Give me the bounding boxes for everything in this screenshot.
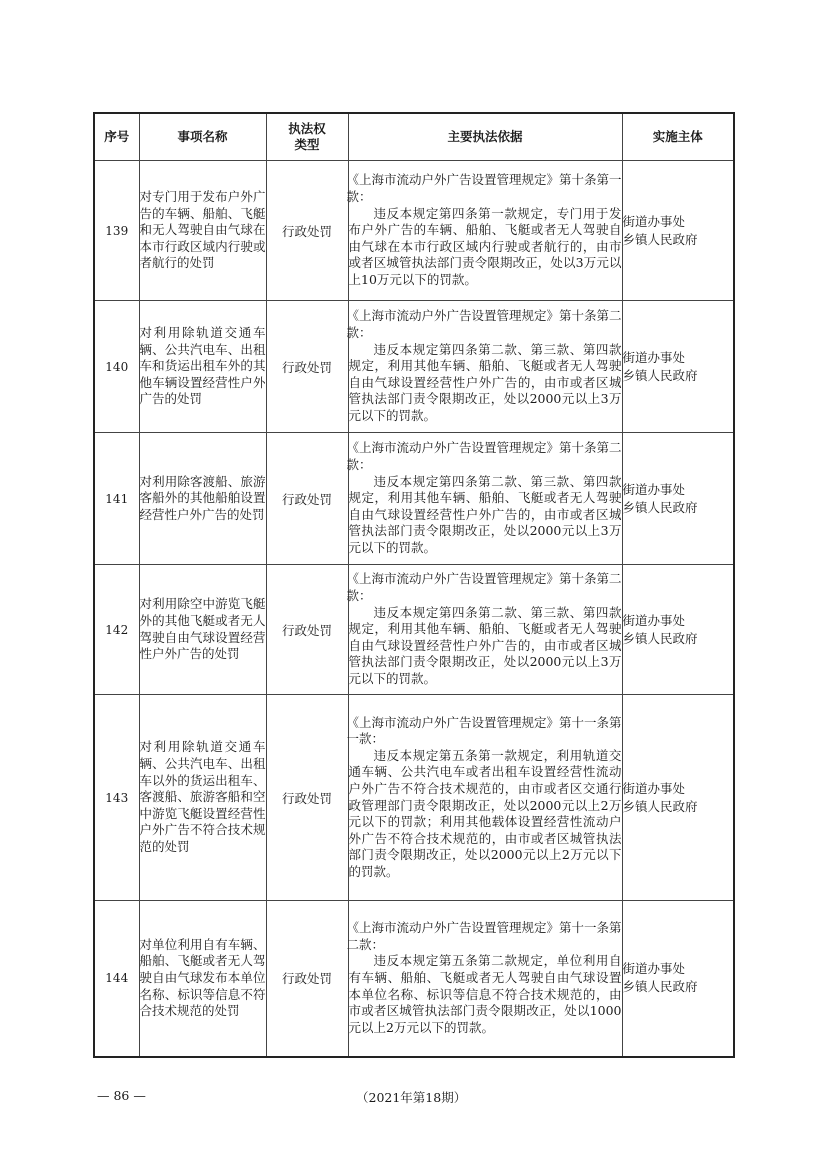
row-legal-basis [348,565,622,695]
subject-line1: 街道办事处 [622,213,686,229]
row-enforcement-type: 行政处罚 [266,161,348,301]
header-basis: 主要执法依据 [348,113,622,161]
row-subject [622,161,734,301]
legal-basis-text: 违反本规定第五条第一款规定，利用轨道交通车辆、公共汽电车或者出租车设置经营性流动户外广告不符合技术规范的，由市或者区交通行政管理部门责令限期改正，处以2000元以上2万元以下的罚款；利用其他载体设置经营性流动户外广告不符合技术规范的，由市或者区城管执法部门责令限期改正，处以2000元以上2万元以下的罚款。 [348,747,622,879]
subject-line1: 街道办事处 [622,612,686,628]
row-item-name: 对利用除轨道交通车辆、公共汽电车、出租车以外的货运出租车、客渡船、旅游客船和空中游览飞艇设置经营性户外广告不符合技术规范的处罚 [139,695,266,901]
row-seq: 143 [94,695,139,901]
row-legal-basis [348,433,622,565]
legal-basis-citation: 《上海市流动户外广告设置管理规定》第十条第二款： [346,440,622,473]
row-enforcement-type: 行政处罚 [266,301,348,433]
row-enforcement-type: 行政处罚 [266,433,348,565]
row-seq: 142 [94,565,139,695]
row-subject [622,301,734,433]
row-item-name: 对利用除客渡船、旅游客船外的其他船舶设置经营性户外广告的处罚 [139,433,266,565]
row-legal-basis [348,695,622,901]
legal-basis-text: 违反本规定第四条第二款、第三款、第四款规定，利用其他车辆、船舶、飞艇或者无人驾驶自由气球设置经营性户外广告的，由市或者区城管执法部门责令限期改正，处以2000元以上3万元以下的罚款。 [348,604,622,686]
header-type [266,113,348,161]
legal-basis-citation: 《上海市流动户外广告设置管理规定》第十条第一款： [346,172,622,205]
row-subject [622,695,734,901]
row-legal-basis [348,301,622,433]
row-item-name: 对利用除空中游览飞艇外的其他飞艇或者无人驾驶自由气球设置经营性户外广告的处罚 [139,565,266,695]
row-subject [622,901,734,1057]
table-row [94,301,734,433]
header-seq: 序号 [94,113,139,161]
legal-basis-citation: 《上海市流动户外广告设置管理规定》第十一条第一款： [346,714,622,747]
subject-line2: 乡镇人民政府 [622,367,698,383]
legal-basis-citation: 《上海市流动户外广告设置管理规定》第十条第二款： [346,308,622,341]
row-enforcement-type: 行政处罚 [266,901,348,1057]
legal-basis-citation: 《上海市流动户外广告设置管理规定》第十条第二款： [346,571,622,604]
row-item-name: 对单位利用自有车辆、船舶、飞艇或者无人驾驶自由气球发布本单位名称、标识等信息不符合技术规范的处罚 [139,901,266,1057]
table-row [94,901,734,1057]
header-subject: 实施主体 [622,113,734,161]
page-number: — 86 — [97,1088,146,1103]
legal-basis-text: 违反本规定第四条第二款、第三款、第四款规定，利用其他车辆、船舶、飞艇或者无人驾驶自由气球设置经营性户外广告的，由市或者区城管执法部门责令限期改正，处以2000元以上3万元以下的罚款。 [348,341,622,423]
table-row [94,695,734,901]
row-enforcement-type: 行政处罚 [266,695,348,901]
header-type-line2: 类型 [294,137,320,152]
table-row [94,161,734,301]
header-type-line1: 执法权 [288,121,326,136]
table-header-row [94,113,734,161]
legal-basis-citation: 《上海市流动户外广告设置管理规定》第十一条第二款： [346,920,622,952]
subject-line2: 乡镇人民政府 [622,231,698,247]
legal-basis-text: 违反本规定第四条第二款、第三款、第四款规定，利用其他车辆、船舶、飞艇或者无人驾驶自由气球设置经营性户外广告的，由市或者区城管执法部门责令限期改正，处以2000元以上3万元以下的罚款。 [348,473,622,555]
row-item-name: 对利用除轨道交通车辆、公共汽电车、出租车和货运出租车外的其他车辆设置经营性户外广告的处罚 [139,301,266,433]
header-name: 事项名称 [139,113,266,161]
row-enforcement-type: 行政处罚 [266,565,348,695]
table-row [94,565,734,695]
legal-basis-text: 违反本规定第四条第一款规定，专门用于发布户外广告的车辆、船舶、飞艇或者无人驾驶自由气球在本市行政区域内行驶或者航行的，由市或者区城管执法部门责令限期改正，处以3万元以上10万元以下的罚款。 [348,205,622,287]
table-row [94,433,734,565]
issue-label: （2021年第18期） [356,1090,467,1105]
subject-line2: 乡镇人民政府 [622,499,698,515]
row-item-name: 对专门用于发布户外广告的车辆、船舶、飞艇和无人驾驶自由气球在本市行政区域内行驶或者航行的处罚 [139,161,266,301]
subject-line1: 街道办事处 [622,481,686,497]
subject-line1: 街道办事处 [622,961,686,977]
row-legal-basis [348,901,622,1057]
row-seq: 139 [94,161,139,301]
subject-line2: 乡镇人民政府 [622,630,698,646]
subject-line1: 街道办事处 [622,780,686,796]
legal-basis-text: 违反本规定第五条第二款规定，单位利用自有车辆、船舶、飞艇或者无人驾驶自由气球设置本单位名称、标识等信息不符合技术规范的，由市或者区城管执法部门责令限期改正，处以1000元以上2万元以下的罚款。 [348,953,622,1035]
row-seq: 141 [94,433,139,565]
enforcement-table [93,112,735,1058]
row-subject [622,433,734,565]
subject-line2: 乡镇人民政府 [622,798,698,814]
subject-line1: 街道办事处 [622,349,686,365]
row-subject [622,565,734,695]
row-legal-basis [348,161,622,301]
row-seq: 140 [94,301,139,433]
row-seq: 144 [94,901,139,1057]
subject-line2: 乡镇人民政府 [622,979,698,995]
